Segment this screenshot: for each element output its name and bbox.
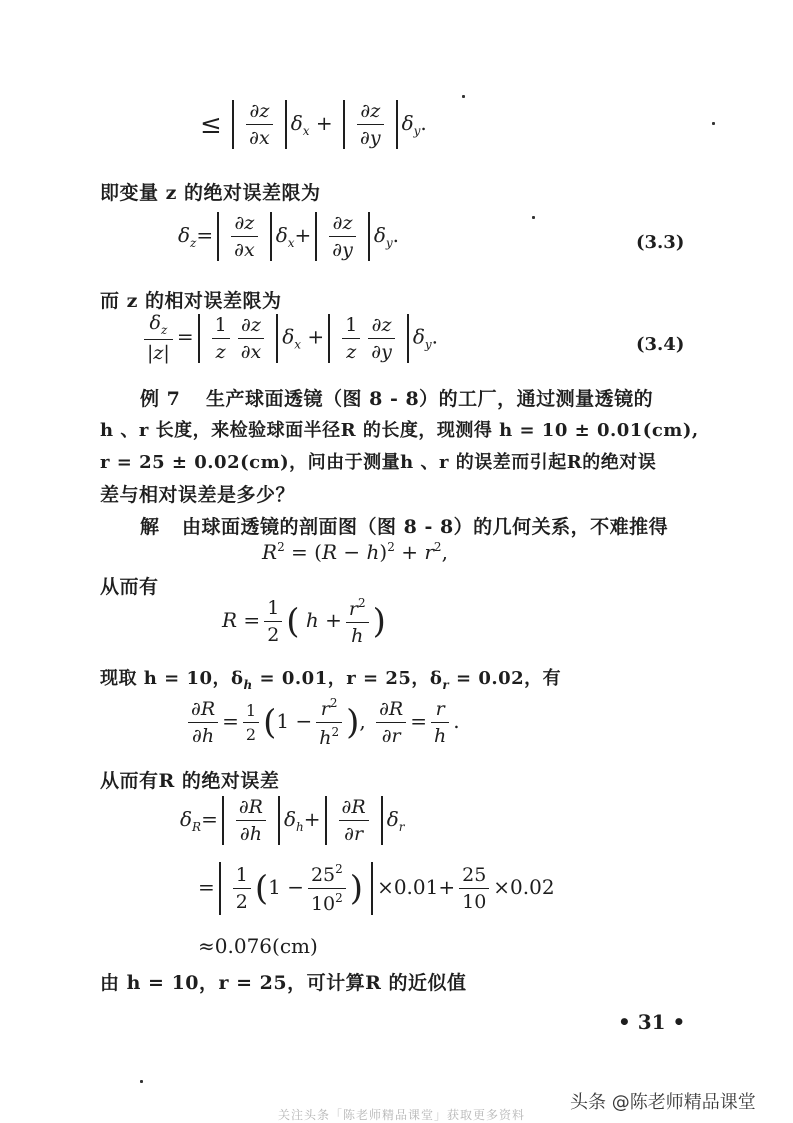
scan-speck [140, 1080, 143, 1083]
take-values-start: 现取 h = 10，δ [100, 668, 244, 689]
equation-number-3-4: (3.4) [636, 334, 685, 355]
solution-line-1: 由球面透镜的剖面图（图 8 - 8）的几何关系，不难推得 [182, 516, 669, 538]
hence-label: 从而有 [100, 576, 159, 598]
example-line-2: h 、r 长度，来检验球面半径R 的长度，现测得 h = 10 ± 0.01(cm), [100, 420, 699, 441]
equation-number-3-3: (3.3) [636, 232, 685, 253]
approx-result: ≈0.076(cm) [198, 934, 318, 958]
example-line-1: 生产球面透镜（图 8 - 8）的工厂，通过测量透镜的 [206, 388, 654, 410]
example-line-4: 差与相对误差是多少？ [100, 484, 296, 506]
equation-3-4: $\frac{\delta_z}{|z|}$ = $\frac{1}{z}$ $\frac{\partial z}{\partial x}$ $\delta_x$ + $\frac{1}{z}$ $\frac{\partial z}{\partial y}$ $\delta_y$. [140, 312, 438, 364]
scan-speck [532, 216, 535, 219]
equation-partial-derivatives: $\frac{\partial R}{\partial h}$ = $\frac{1}{2}$ (1 − $\frac{r^2}{h^2}$ ), $\frac{\partial R}{\partial r}$ = $\frac{r}{h}$ . [184, 696, 460, 749]
take-values-end: = 0.02，有 [449, 668, 562, 689]
example-line-3: r = 25 ± 0.02(cm)，问由于测量h 、r 的误差而引起R的绝对误 [100, 452, 657, 473]
scan-speck [462, 95, 465, 98]
equation-delta-r: $\delta_R=$ $\frac{\partial R}{\partial h}$ $\delta_h+$ $\frac{\partial R}{\partial r}$ $\delta_r$ [180, 796, 405, 845]
watermark-main: 头条 @陈老师精品课堂 [570, 1092, 756, 1113]
frac-10: 10 [459, 888, 489, 913]
numeric-10: 10 [310, 893, 336, 915]
solution-heading: 解 [140, 516, 160, 538]
take-values-line [100, 664, 561, 692]
take-sub-r: r [442, 678, 450, 692]
page-number: • 31 • [618, 1010, 686, 1034]
take-sub-h: h [243, 678, 253, 692]
inequality-line: ≤ $\frac{\partial z}{\partial x}$ $\delta_x$ + $\frac{\partial z}{\partial y}$ $\delta_y$. [200, 100, 427, 149]
multiply-0-02: ×0.02 [493, 875, 555, 899]
equation-numeric: = $\frac{1}{2}$ (1 − $\frac{25^2}{10^2}$ ) ×0.01+ $\frac{25}{10}$ ×0.02 [198, 862, 555, 915]
watermark-footer: 关注头条「陈老师精品课堂」获取更多资料 [278, 1108, 526, 1122]
take-values-mid: = 0.01，r = 25，δ [252, 668, 443, 689]
equation-r-formula: R = $\frac{1}{2}$ ( h + $\frac{r^2}{h}$ ) [222, 596, 386, 647]
absolute-error-intro: 即变量 z 的绝对误差限为 [100, 182, 321, 204]
relative-error-intro: 而 z 的相对误差限为 [100, 290, 282, 312]
equation-r-squared: $R^2 = (R - h)^2 + r^2$, [262, 540, 448, 564]
hence-abs-error-label: 从而有R 的绝对误差 [100, 770, 280, 792]
equation-3-3: $\delta_z=$ $\frac{\partial z}{\partial x}$ $\delta_x+$ $\frac{\partial z}{\partial y}$ $\delta_y$. [178, 212, 400, 261]
numeric-25: 25 [310, 864, 336, 886]
multiply-0-01: ×0.01+ [377, 875, 456, 899]
calc-intro: 由 h = 10，r = 25，可计算R 的近似值 [100, 972, 467, 994]
frac-25: 25 [462, 864, 487, 886]
example-heading: 例 7 [140, 388, 181, 410]
scan-speck [712, 122, 715, 125]
